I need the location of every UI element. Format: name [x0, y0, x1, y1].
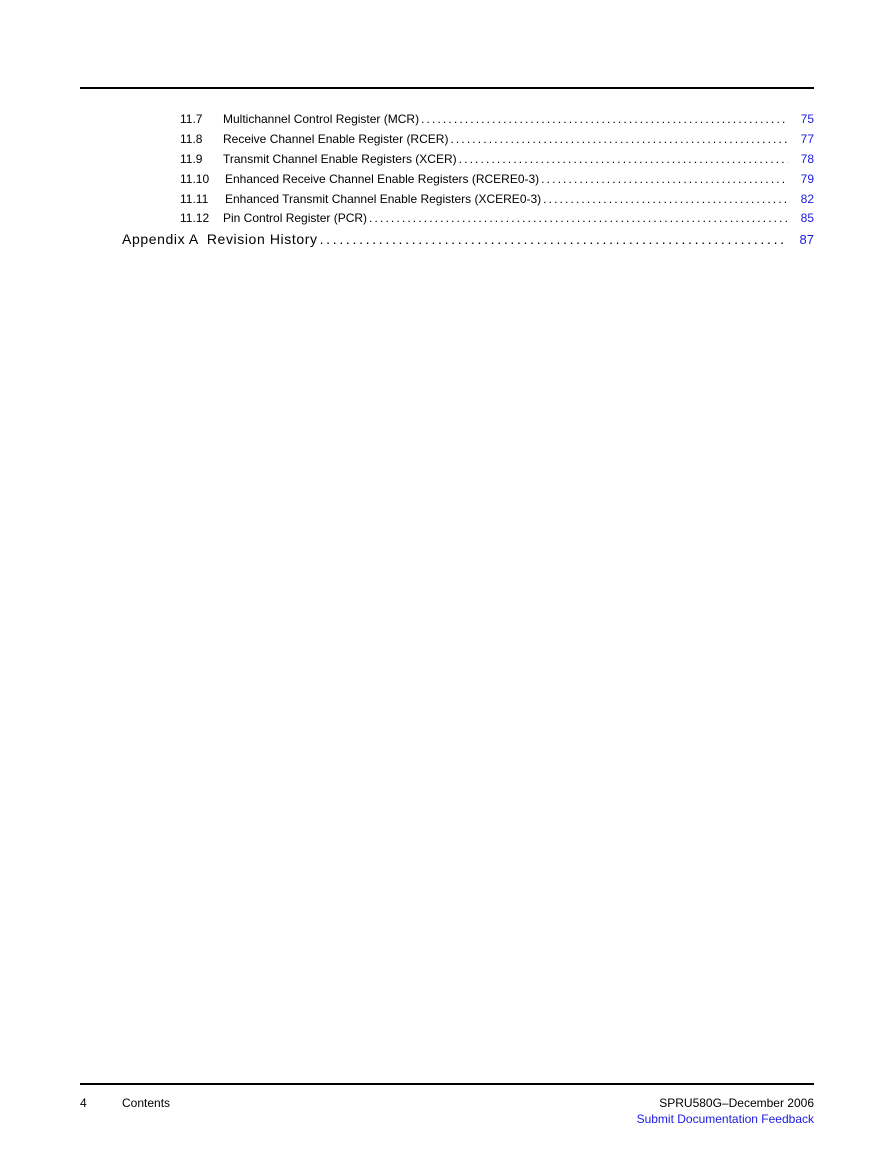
page-number: 4 — [80, 1096, 87, 1110]
toc-dot-leader — [450, 131, 788, 147]
toc-page-link[interactable]: 77 — [800, 132, 814, 146]
toc-entry[interactable] — [180, 131, 814, 147]
toc-entry[interactable] — [180, 171, 814, 187]
toc-dot-leader — [421, 111, 788, 127]
toc-page-link[interactable]: 87 — [799, 232, 814, 247]
toc-appendix-entry[interactable] — [122, 231, 814, 248]
toc-entry[interactable] — [180, 210, 814, 226]
toc-dot-leader — [320, 231, 788, 247]
toc-entry[interactable] — [180, 191, 814, 207]
footer-section-label: Contents — [122, 1096, 171, 1110]
toc-entry-title: Transmit Channel Enable Registers (XCER) — [223, 152, 457, 166]
toc-entry-title: Multichannel Control Register (MCR) — [223, 112, 420, 126]
toc-entry-number: 11.12 — [180, 211, 210, 225]
toc-entry-title: Pin Control Register (PCR) — [223, 211, 368, 225]
toc-page-link[interactable]: 78 — [800, 152, 814, 166]
toc-page-link[interactable]: 79 — [800, 172, 814, 186]
toc-dot-leader — [541, 171, 788, 187]
toc-dot-leader — [459, 151, 788, 167]
header-rule — [80, 87, 814, 89]
appendix-label: Appendix A — [122, 231, 199, 247]
toc-dot-leader — [369, 210, 788, 226]
footer-rule — [80, 1083, 814, 1085]
toc-entry-number: 11.7 — [180, 112, 203, 126]
toc-entry[interactable] — [180, 151, 814, 167]
appendix-title: Revision History — [206, 231, 318, 247]
toc-entry-number: 11.10 — [180, 172, 210, 186]
document-id: SPRU580G–December 2006 — [659, 1096, 814, 1110]
toc-entry-title: Receive Channel Enable Register (RCER) — [223, 132, 449, 146]
toc-page-link[interactable]: 82 — [800, 192, 814, 206]
toc-dot-leader — [543, 191, 788, 207]
toc-entry-title: Enhanced Transmit Channel Enable Registers (XCERE0-3) — [225, 192, 542, 206]
toc-entry-title: Enhanced Receive Channel Enable Registers (RCERE0-3) — [225, 172, 540, 186]
toc-entry[interactable] — [180, 111, 814, 127]
toc-entry-number: 11.8 — [180, 132, 203, 146]
toc-page-link[interactable]: 85 — [800, 211, 814, 225]
toc-entry-number: 11.11 — [180, 192, 209, 206]
toc-page-link[interactable]: 75 — [800, 112, 814, 126]
submit-feedback-link[interactable]: Submit Documentation Feedback — [636, 1112, 814, 1126]
toc-entry-number: 11.9 — [180, 152, 203, 166]
footer-info — [637, 1095, 814, 1127]
